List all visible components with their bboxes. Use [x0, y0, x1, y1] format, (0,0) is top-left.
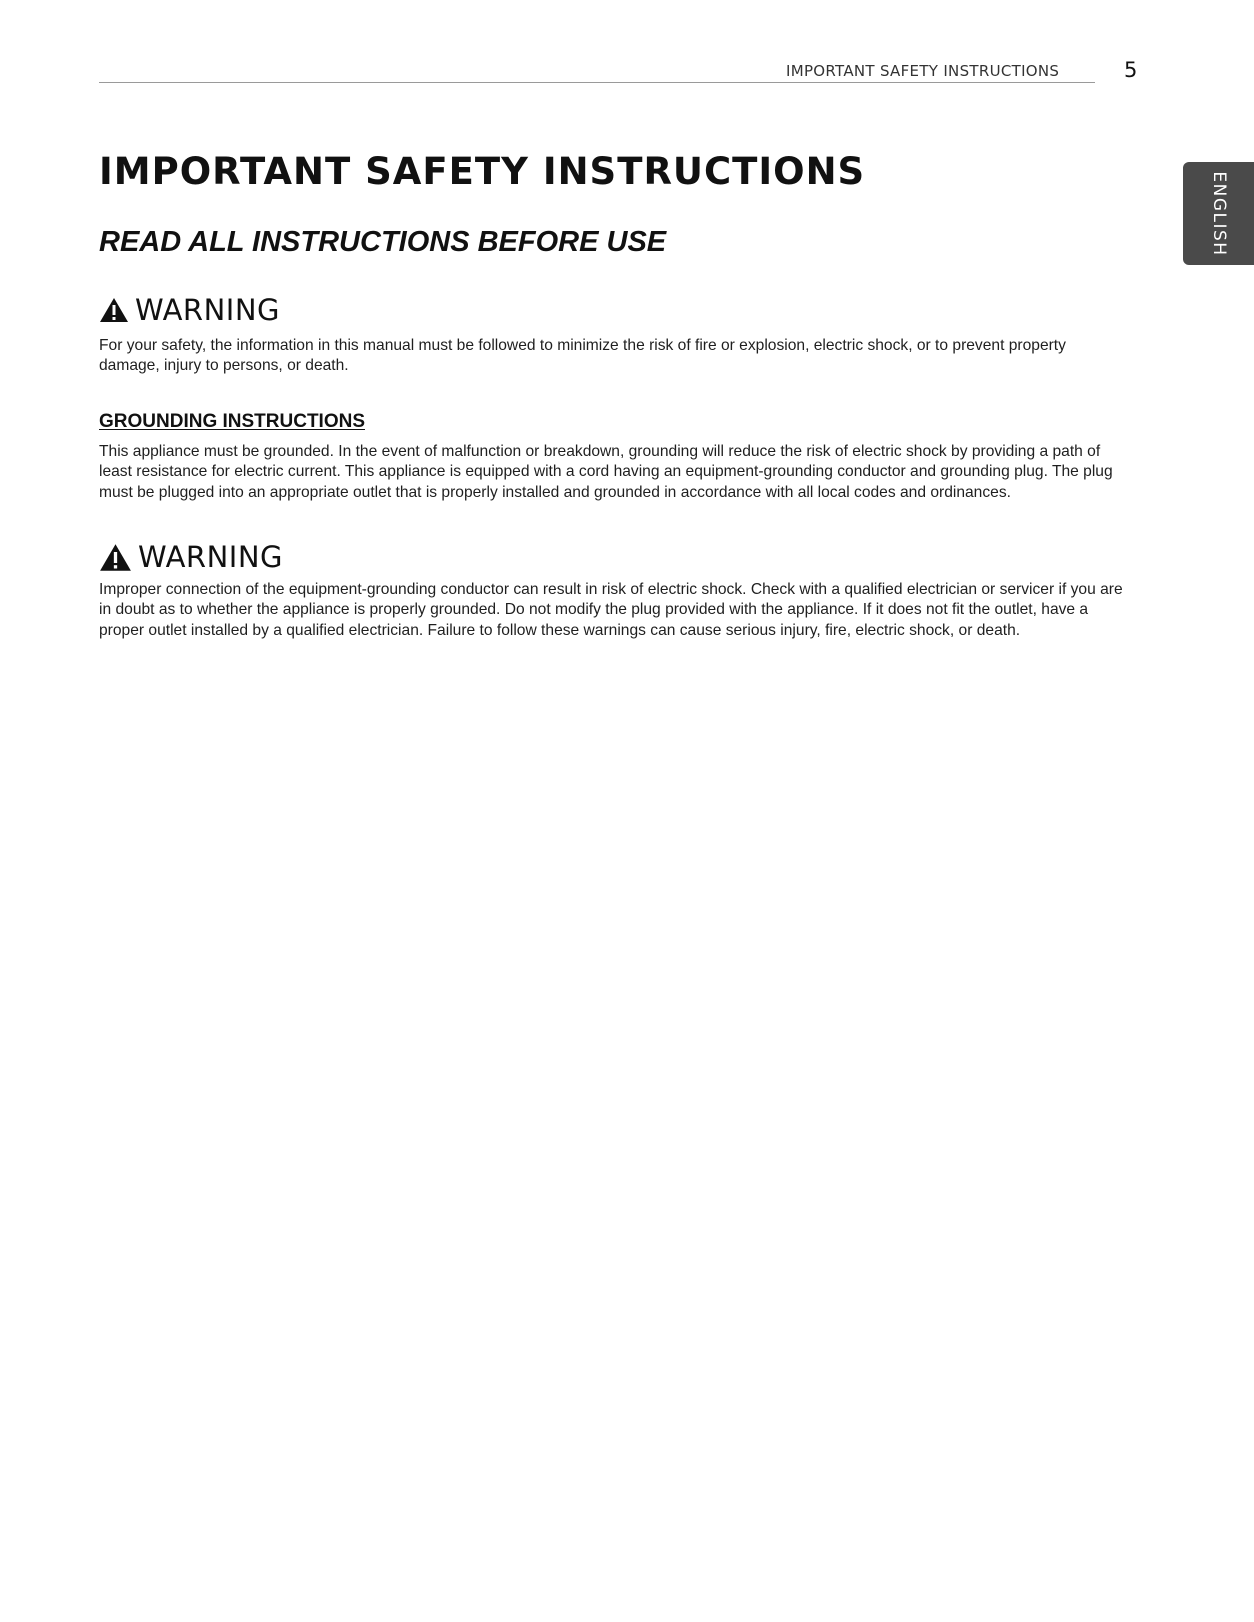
warning-heading-2-label: WARNING	[138, 540, 283, 574]
page-subtitle: READ ALL INSTRUCTIONS BEFORE USE	[99, 226, 667, 258]
warning-heading-1-label: WARNING	[135, 293, 280, 327]
page-title: IMPORTANT SAFETY INSTRUCTIONS	[99, 150, 866, 193]
warning-paragraph-2: Improper connection of the equipment-grounding conductor can result in risk of electric shock. Check with a qualified electrician or servicer if you are in doubt as to whether the appliance is properly grounded. Do not modify the plug provided with the appliance. If it does not fit the outlet, have a proper outlet installed by a qualified electrician. Failure to follow these warnings can cause serious injury, fire, electric shock, or death.	[99, 581, 1123, 639]
page-number: 5	[1124, 58, 1138, 82]
grounding-instructions-heading: GROUNDING INSTRUCTIONS	[99, 411, 365, 432]
language-side-tab	[1183, 162, 1254, 265]
warning-paragraph-1: For your safety, the information in this manual must be followed to minimize the risk of fire or explosion, electric shock, or to prevent property damage, injury to persons, or death.	[99, 337, 1066, 375]
warning-heading-1	[99, 293, 280, 327]
header-divider	[99, 82, 1095, 83]
grounding-instructions-paragraph: This appliance must be grounded. In the event of malfunction or breakdown, grounding will reduce the risk of electric shock by providing a path of least resistance for electric current. This appliance is equipped with a cord having an equipment-grounding conductor and grounding plug. The plug must be plugged into an appropriate outlet that is properly installed and grounded in accordance with all local codes and ordinances.	[99, 443, 1113, 501]
language-side-tab-label: ENGLISH	[1208, 170, 1229, 257]
warning-triangle-icon	[99, 543, 132, 572]
warning-triangle-icon	[99, 297, 129, 323]
running-header-title: IMPORTANT SAFETY INSTRUCTIONS	[786, 62, 1060, 80]
warning-heading-2	[99, 540, 283, 574]
